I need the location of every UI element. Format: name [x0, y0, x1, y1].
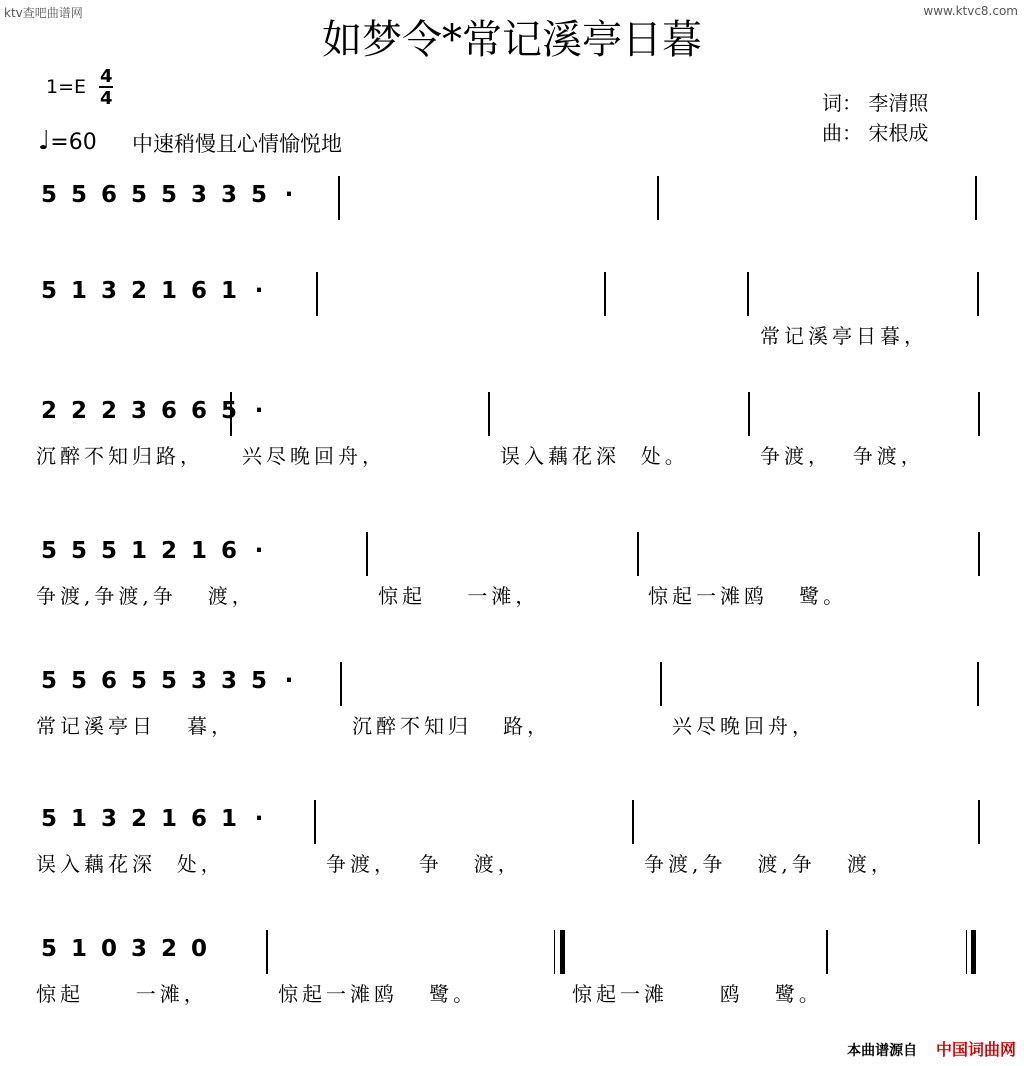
score-row-7	[0, 936, 1024, 1036]
note: 1	[70, 278, 87, 304]
note: 1	[70, 806, 87, 832]
footer-source	[847, 1037, 1016, 1060]
note: 1	[70, 936, 87, 962]
score-row-1	[0, 182, 1024, 282]
note: 2	[100, 398, 117, 424]
note: 5	[40, 806, 57, 832]
note: 3	[100, 806, 117, 832]
lyricist: 词： 李清照	[822, 91, 929, 115]
lyric-line: 争渡,争渡,争 渡，	[36, 584, 256, 608]
score-row-2	[0, 278, 1024, 378]
note: 5	[40, 538, 57, 564]
note: 3	[100, 278, 117, 304]
note: 3	[130, 398, 147, 424]
tempo-marking	[38, 126, 97, 156]
note: 5	[100, 538, 117, 564]
song-title: 如梦令*常记溪亭日暮	[322, 17, 702, 63]
note: 1	[160, 278, 177, 304]
lyric-line: 兴尽晚回舟，	[672, 714, 816, 738]
note: ·	[254, 278, 264, 304]
lyric-line: 争渡,争 渡,争 渡，	[644, 852, 895, 876]
note: 5	[70, 182, 87, 208]
lyric-line: 误入藕花深 处，	[36, 852, 225, 876]
time-signature-bottom: 4	[100, 88, 113, 109]
note: 5	[40, 668, 57, 694]
tempo-value: =60	[50, 130, 97, 155]
note: 6	[100, 182, 117, 208]
lyric-line: 沉醉不知归路，	[36, 444, 204, 468]
lyric-line: 惊起 一滩，	[36, 982, 208, 1006]
note: ·	[254, 398, 264, 424]
note: 6	[220, 538, 237, 564]
watermark-left: ktv查吧曲谱网	[4, 6, 83, 20]
composer: 曲： 宋根成	[822, 121, 929, 145]
note: 2	[70, 398, 87, 424]
note: 5	[130, 668, 147, 694]
note: 2	[130, 278, 147, 304]
lyric-line: 误入藕花深 处。	[500, 444, 689, 468]
lyric-line: 兴尽晚回舟，	[242, 444, 386, 468]
note: 2	[160, 936, 177, 962]
note: 3	[220, 182, 237, 208]
note: ·	[254, 806, 264, 832]
note: 5	[70, 538, 87, 564]
score-row-4	[0, 538, 1024, 638]
note: 1	[160, 806, 177, 832]
score-row-3	[0, 398, 1024, 498]
score-row-6	[0, 806, 1024, 906]
expression-text: 中速稍慢且心情愉悦地	[132, 132, 342, 156]
lyric-line: 惊起一滩鸥 鹭。	[648, 584, 848, 608]
note: 0	[190, 936, 207, 962]
lyric-line: 常记溪亭日 暮，	[36, 714, 236, 738]
note: 3	[190, 182, 207, 208]
lyric-line: 争渡， 争渡，	[760, 444, 925, 468]
note: 6	[190, 398, 207, 424]
note: 3	[220, 668, 237, 694]
lyric-line: 沉醉不知归 路，	[352, 714, 552, 738]
note: ·	[254, 538, 264, 564]
note: 2	[130, 806, 147, 832]
note: 5	[40, 936, 57, 962]
lyric-line: 争渡， 争 渡，	[326, 852, 522, 876]
note: 5	[130, 182, 147, 208]
note: 5	[220, 398, 237, 424]
note: 3	[130, 936, 147, 962]
lyric-line: 惊起一滩 鸥 鹭。	[572, 982, 823, 1006]
note: 5	[250, 182, 267, 208]
note: 6	[190, 806, 207, 832]
footer-site-link[interactable]: 中国词曲网	[935, 1040, 1016, 1059]
note: 2	[160, 538, 177, 564]
note: 1	[190, 538, 207, 564]
note: ·	[284, 182, 294, 208]
note: 1	[130, 538, 147, 564]
score-row-5	[0, 668, 1024, 768]
quarter-note-icon: ♩	[38, 126, 51, 156]
note: 1	[220, 806, 237, 832]
footer-source-label: 本曲谱源自	[847, 1043, 918, 1059]
time-signature-top: 4	[100, 66, 113, 87]
lyric-line: 常记溪亭日暮，	[760, 324, 928, 348]
note: 5	[40, 182, 57, 208]
note: 1	[220, 278, 237, 304]
note: 6	[160, 398, 177, 424]
note: 2	[40, 398, 57, 424]
note: 3	[190, 668, 207, 694]
note: 5	[160, 182, 177, 208]
note: ·	[284, 668, 294, 694]
lyric-line: 惊起 一滩，	[378, 584, 540, 608]
note: 6	[100, 668, 117, 694]
note: 5	[160, 668, 177, 694]
credits	[822, 88, 928, 148]
note: 5	[70, 668, 87, 694]
key-signature: 1=E	[46, 76, 87, 98]
note: 5	[40, 278, 57, 304]
note: 5	[250, 668, 267, 694]
lyric-line: 惊起一滩鸥 鹭。	[278, 982, 478, 1006]
watermark-right: www.ktvc8.com	[923, 4, 1018, 18]
note: 0	[100, 936, 117, 962]
note: 6	[190, 278, 207, 304]
